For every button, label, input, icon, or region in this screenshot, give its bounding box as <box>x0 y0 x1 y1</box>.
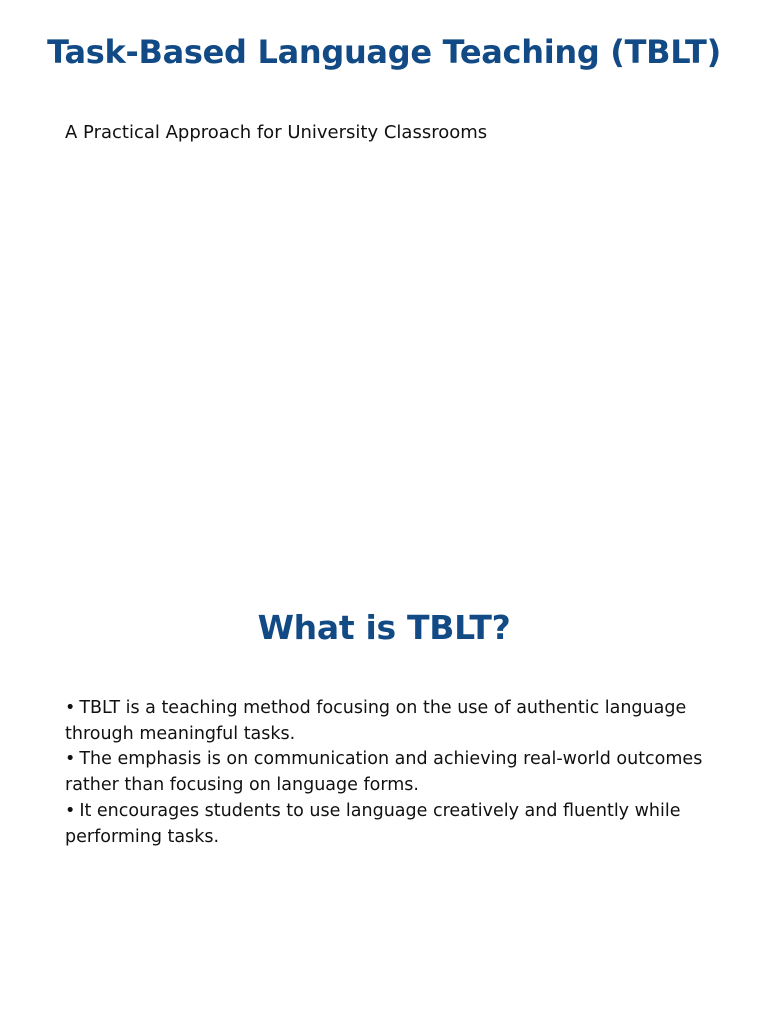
slide-subtitle: A Practical Approach for University Classrooms <box>65 122 488 143</box>
slide-what-is-tblt <box>0 560 768 1024</box>
slide-heading: What is TBLT? <box>257 608 511 647</box>
bullet-marker: • <box>65 800 76 821</box>
slide-title-heading: Task-Based Language Teaching (TBLT) <box>47 33 721 71</box>
bullet-marker: • <box>65 698 76 718</box>
bullet-list <box>65 696 725 850</box>
bullet-marker: • <box>65 749 76 770</box>
bullet-text: The emphasis is on communication and achieving real-world outcomes rather than focusing on language forms. <box>65 749 703 796</box>
bullet-item <box>65 696 725 747</box>
bullet-text: TBLT is a teaching method focusing on the use of authentic language through meaningful tasks. <box>65 698 687 744</box>
bullet-item <box>65 799 725 850</box>
bullet-text: It encourages students to use language creatively and fluently while performing tasks. <box>65 800 681 847</box>
bullet-item <box>65 747 725 798</box>
